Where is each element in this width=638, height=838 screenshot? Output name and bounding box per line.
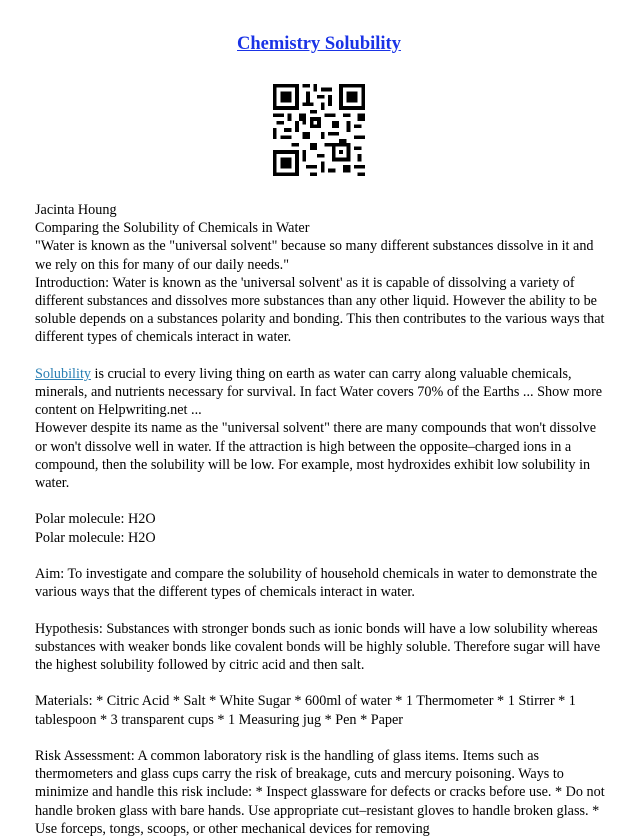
document-body (35, 201, 607, 838)
document-subtitle: Comparing the Solubility of Chemicals in Water (35, 220, 310, 237)
polar-molecule-line: Polar molecule: H2O (35, 511, 156, 528)
qr-code-icon (273, 84, 365, 176)
however-paragraph: However despite its name as the "universal solvent" there are many compounds that won't dissolve or won't dissolve well in water. If the attraction is high between the opposite–charged ions in a compound, then the solubility will be low. For example, most hydroxides exhibit low solubility in water. (35, 420, 597, 492)
aim-paragraph: Aim: To investigate and compare the solubility of household chemicals in water to demonstrate the various ways that the different types of chemicals interact in water. (35, 566, 598, 601)
polar-molecule-line: Polar molecule: H2O (35, 529, 156, 546)
hypothesis-paragraph: Hypothesis: Substances with stronger bonds such as ionic bonds will have a low solubility whereas substances with weaker bonds like covalent bonds will be highly soluble. Therefore sugar will have the highest solubility followed by citric acid and then salt. (35, 620, 601, 674)
solubility-paragraph (35, 365, 607, 420)
quote-paragraph: "Water is known as the "universal solvent" because so many different substances dissolve in it and we rely on this for many of our daily needs." (35, 238, 594, 273)
introduction-paragraph: Introduction: Water is known as the 'universal solvent' as it is capable of dissolving a variety of different substances and dissolves more substances than any other liquid. However the ability to be soluble depends on a substances polarity and bonding. This then contributes to the various ways that different types of chemicals interact in water. (35, 274, 605, 346)
author-name: Jacinta Houng (35, 202, 117, 218)
page-title-link[interactable]: Chemistry Solubility (237, 34, 401, 54)
solubility-link[interactable]: Solubility (35, 365, 91, 382)
materials-paragraph: Materials: * Citric Acid * Salt * White Sugar * 600ml of water * 1 Thermometer * 1 Stirrer * 1 tablespoon * 3 transparent cups * 1 Measuring jug * Pen * Paper (35, 693, 576, 728)
risk-assessment-paragraph: Risk Assessment: A common laboratory risk is the handling of glass items. Items such as thermometers and glass cups carry the risk of breakage, cuts and mercury poisoning. Ways to minimize and handle this risk include: * Inspect glassware for defects or cracks before use. * Do not handle broken glass with bare hands. Use appropriate cut–resistant gloves to handle broken glass. * Use forceps, tongs, scoops, or other mechanical devices for removing (35, 748, 605, 837)
solubility-text: is crucial to every living thing on earth as water can carry along valuable chemicals, minerals, and nutrients necessary for survival. In fact Water covers 70% of the Earths ... Show more content on Helpwriting.net ... (35, 365, 603, 419)
